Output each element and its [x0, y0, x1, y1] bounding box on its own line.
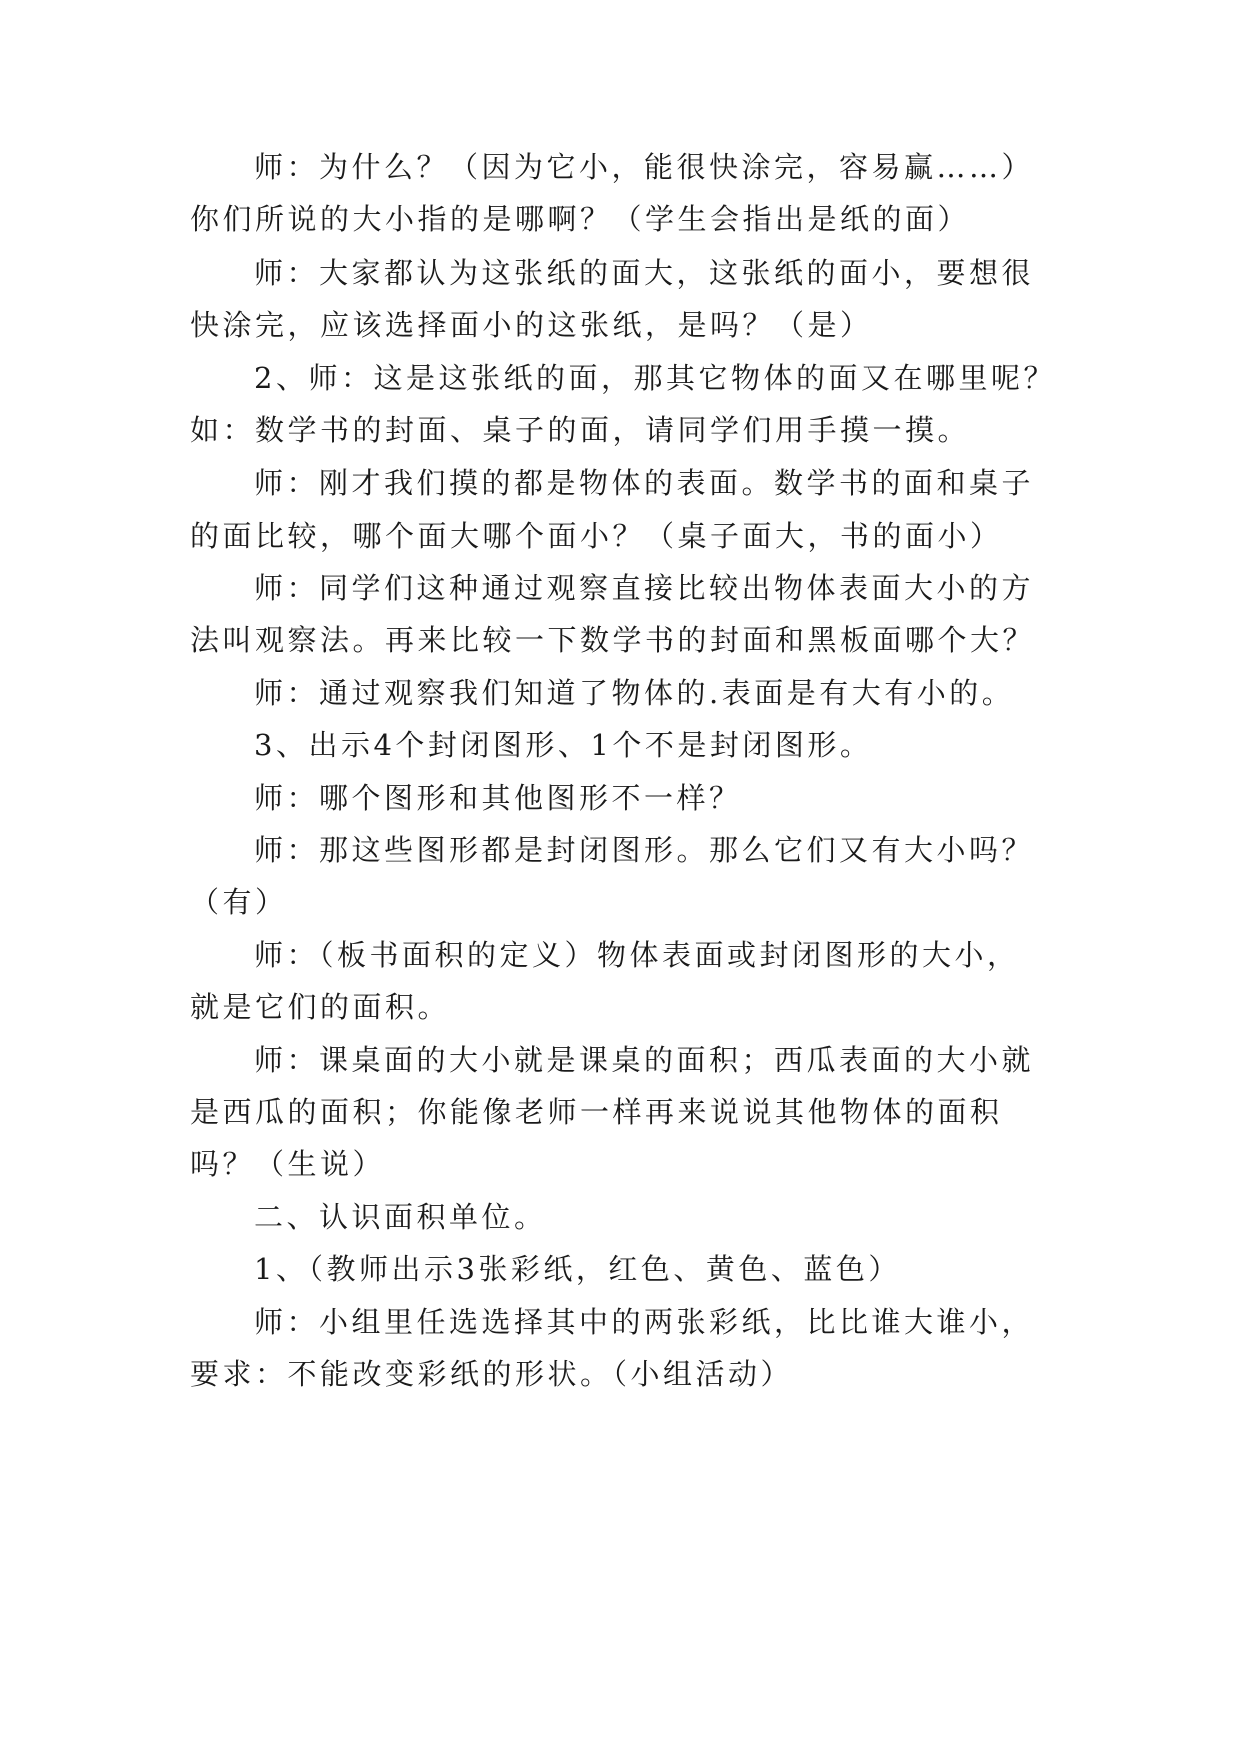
- text-line: 师：哪个图形和其他图形不一样？: [254, 781, 742, 815]
- text-line: 师：小组里任选选择其中的两张彩纸，比比谁大谁小，: [254, 1305, 1035, 1339]
- text-line: 二、认识面积单位。: [254, 1200, 547, 1234]
- text-line: 师：同学们这种通过观察直接比较出物体表面大小的方: [254, 571, 1035, 605]
- text-line: 法叫观察法。再来比较一下数学书的封面和黑板面哪个大？: [190, 623, 1036, 657]
- text-line: 1、（教师出示3张彩纸，红色、黄色、蓝色）: [254, 1252, 901, 1286]
- text-line: （有）: [190, 885, 288, 919]
- text-line: 是西瓜的面积；你能像老师一样再来说说其他物体的面积: [190, 1095, 1003, 1129]
- text-line: 2、师：这是这张纸的面，那其它物体的面又在哪里呢？: [254, 361, 1056, 395]
- text-line: 的面比较，哪个面大哪个面小？（桌子面大，书的面小）: [190, 519, 1003, 553]
- text-line: 要求：不能改变彩纸的形状。（小组活动）: [190, 1357, 794, 1391]
- text-line: 师：为什么？（因为它小，能很快涂完，容易赢……）: [254, 150, 1035, 184]
- text-line: 师：通过观察我们知道了物体的.表面是有大有小的。: [254, 676, 1015, 710]
- text-line: 师：课桌面的大小就是课桌的面积；西瓜表面的大小就: [254, 1043, 1035, 1077]
- text-line: 师：刚才我们摸的都是物体的表面。数学书的面和桌子: [254, 466, 1035, 500]
- text-line: 你们所说的大小指的是哪啊？（学生会指出是纸的面）: [190, 202, 971, 236]
- text-line: 如：数学书的封面、桌子的面，请同学们用手摸一摸。: [190, 413, 971, 447]
- text-line: 3、出示4个封闭图形、1个不是封闭图形。: [254, 728, 873, 762]
- text-line: 师：大家都认为这张纸的面大，这张纸的面小，要想很: [254, 256, 1035, 290]
- text-line: 快涂完，应该选择面小的这张纸，是吗？（是）: [190, 308, 873, 342]
- text-line: 师：那这些图形都是封闭图形。那么它们又有大小吗？: [254, 833, 1035, 867]
- text-line: 师：（板书面积的定义）物体表面或封闭图形的大小，: [254, 938, 1020, 972]
- text-line: 就是它们的面积。: [190, 990, 451, 1024]
- text-line: 吗？（生说）: [190, 1147, 386, 1181]
